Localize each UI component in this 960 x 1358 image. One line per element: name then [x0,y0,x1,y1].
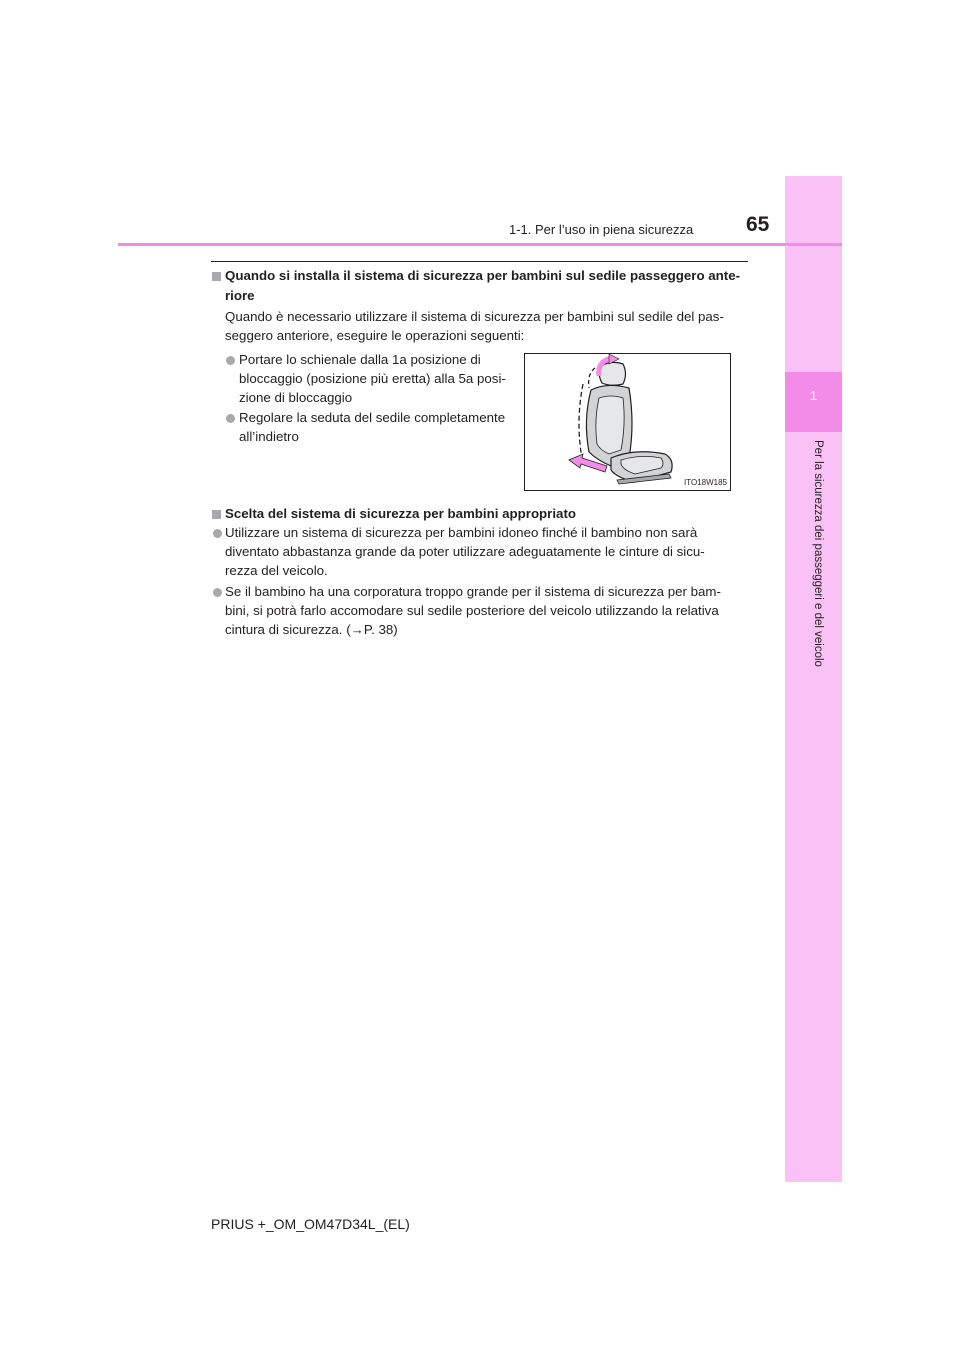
section1-heading-line-2: riore [225,288,255,303]
section2-bullet1-line-3: rezza del veicolo. [225,563,328,578]
square-bullet-icon [212,272,221,281]
bullet-dot-icon [213,588,222,597]
bullet-dot-icon [213,529,222,538]
section2-heading: Scelta del sistema di sicurezza per bambini appropriato [225,506,576,521]
chapter-title: Per la sicurezza dei passeggeri e del veicolo [812,440,824,667]
section1-bullet2-line-1: Regolare la seduta del sedile completamente [239,410,506,425]
page-number: 65 [746,213,770,236]
recline-outline [579,384,583,464]
bullet-dot-icon [226,356,235,365]
section2-bullet1-line-1: Utilizzare un sistema di sicurezza per bambini idoneo finché il bambino non sarà [225,525,698,540]
header-section-title: 1-1. Per l’uso in piena sicurezza [509,222,694,237]
bullet-dot-icon [226,414,235,423]
section1-heading-line-1: Quando si installa il sistema di sicurezza per bambini sul sedile passeggero ante- [225,268,741,283]
section2-bullet2-line-1: Se il bambino ha una corporatura troppo grande per il sistema di sicurezza per bam- [225,584,721,599]
chapter-number: 1 [809,388,818,403]
section1-intro-line-1: Quando è necessario utilizzare il sistema di sicurezza per bambini sul sedile del pas- [225,309,724,324]
content-divider [211,261,748,262]
header-rule [118,243,842,246]
seat-illustration [524,353,731,491]
backrest-panel [596,396,624,454]
section2-bullet2-line-3: cintura di sicurezza. (→P. 38) [225,622,398,637]
section1-bullet1-line-2: bloccaggio (posizione più eretta) alla 5a posi- [239,371,506,386]
section2-bullet1-line-2: diventato abbastanza grande da poter utilizzare adeguatamente le cinture di sicu- [225,544,705,559]
square-bullet-icon [212,510,221,519]
section1-bullet2-line-2: all’indietro [239,429,299,444]
headrest-outline [589,368,595,388]
section1-bullet1-line-1: Portare lo schienale dalla 1a posizione di [239,352,481,367]
figure-code: ITO18W185 [684,478,727,487]
section1-bullet1-line-3: zione di bloccaggio [239,390,353,405]
section1-intro-line-2: seggero anteriore, eseguire le operazioni seguenti: [225,328,525,343]
seat-drawing [525,354,730,490]
section2-bullet2-line-2: bini, si potrà farlo accomodare sul sedile posteriore del veicolo utilizzando la relativa [225,603,719,618]
footer-doc-id: PRIUS +_OM_OM47D34L_(EL) [211,1216,410,1232]
